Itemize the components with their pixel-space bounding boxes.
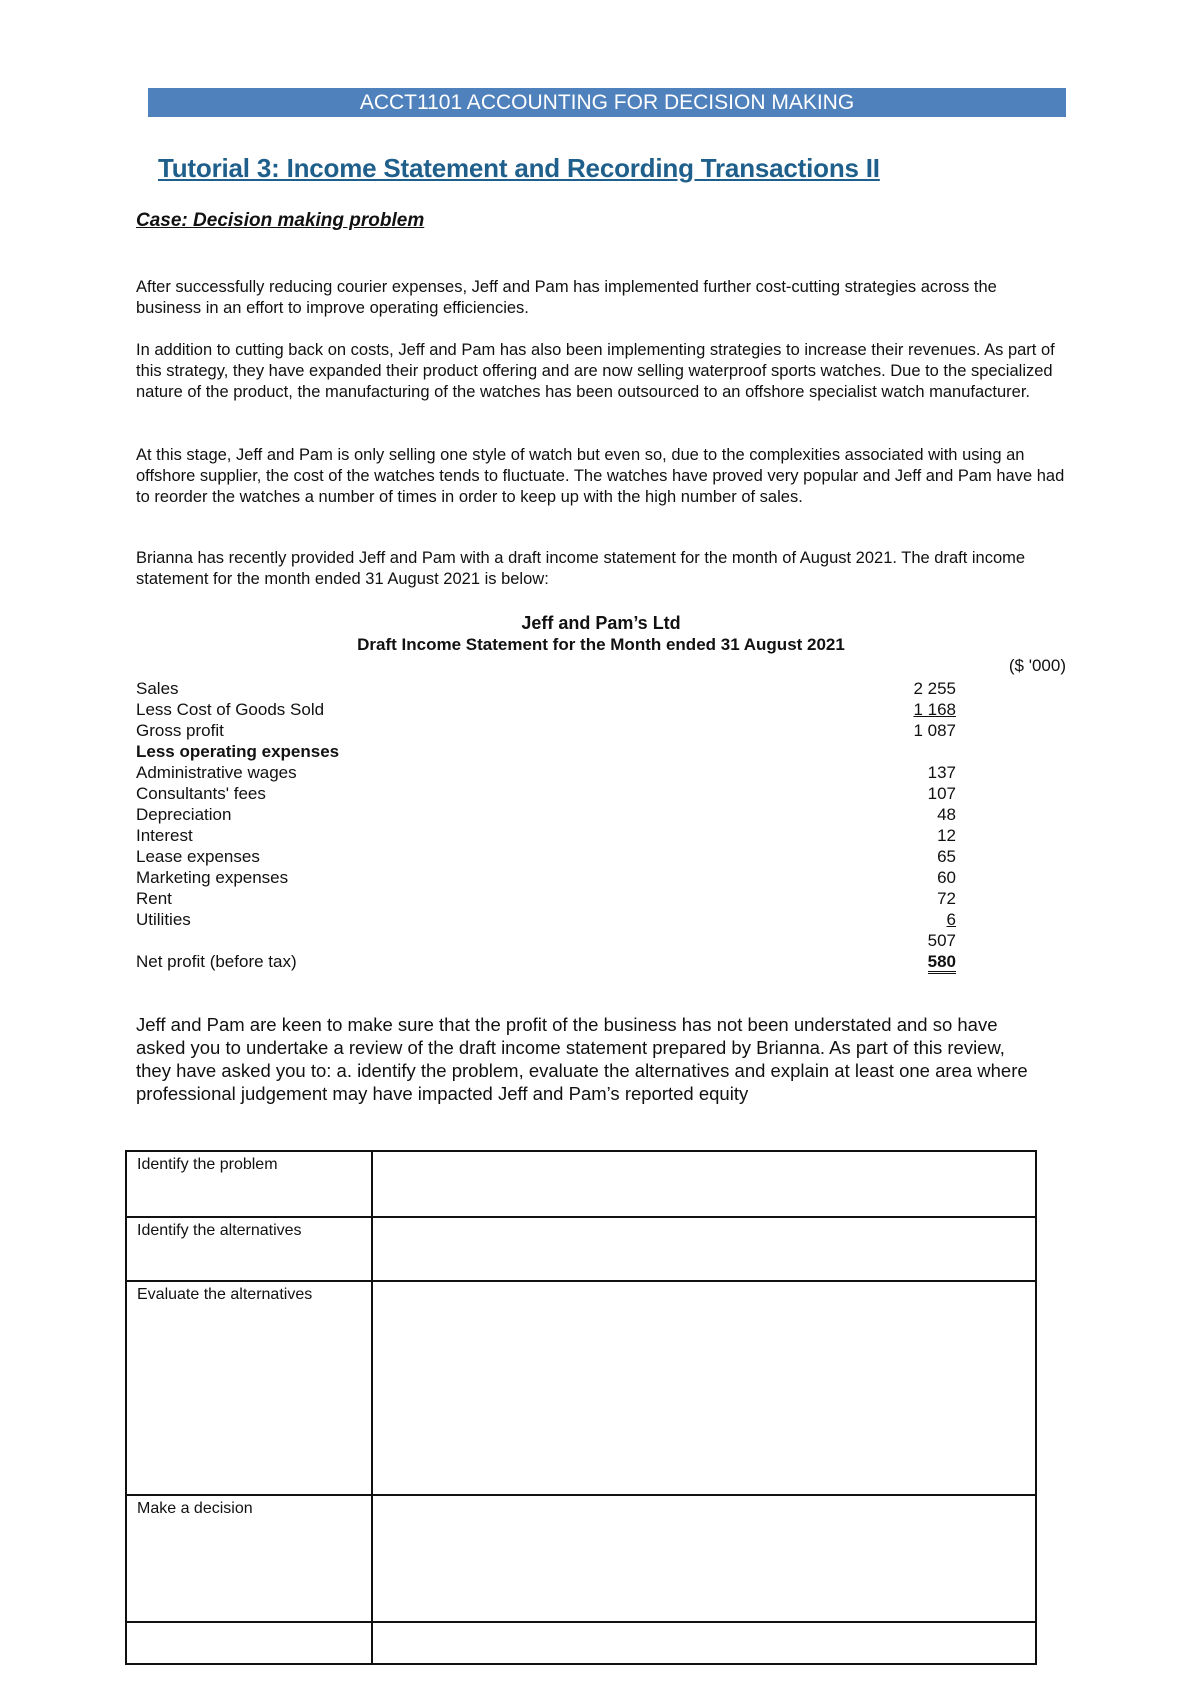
row-value: 137 <box>927 763 956 782</box>
worksheet-answer-cell[interactable] <box>372 1622 1036 1664</box>
worksheet-label: Make a decision <box>126 1495 372 1622</box>
statement-row-net-profit <box>136 951 956 972</box>
row-value: 1 168 <box>913 700 956 719</box>
statement-row-cogs <box>136 699 956 720</box>
statement-subtitle: Draft Income Statement for the Month ended 31 August 2021 <box>357 635 845 654</box>
worksheet-answer-cell[interactable] <box>372 1151 1036 1217</box>
case-heading: Case: Decision making problem <box>136 210 425 231</box>
paragraph: In addition to cutting back on costs, Jeff and Pam has also been implementing strategies to increase their revenues. As part of this strategy, they have expanded their product offering and are now selling waterproof sports watches. Due to the specialized nature of the product, the manufacturing of the watches has been outsourced to an offshore specialist watch manufacturer. <box>136 341 1055 401</box>
row-label: Less Cost of Goods Sold <box>136 700 325 719</box>
tutorial-title-text: Tutorial 3: Income Statement and Recording Transactions II <box>158 153 880 183</box>
net-profit-value: 580 <box>928 952 956 974</box>
row-value: 60 <box>937 868 956 887</box>
statement-row <box>136 783 956 804</box>
row-value: 72 <box>937 889 956 908</box>
row-label: Net profit (before tax) <box>136 952 297 971</box>
worksheet-answer-cell[interactable] <box>372 1217 1036 1281</box>
statement-row <box>136 825 956 846</box>
worksheet-answer-cell[interactable] <box>372 1495 1036 1622</box>
row-label: Consultants' fees <box>136 784 266 803</box>
row-value: 1 087 <box>913 721 956 740</box>
row-label: Interest <box>136 826 193 845</box>
statement-row <box>136 762 956 783</box>
row-label: Depreciation <box>136 805 232 824</box>
row-label: Gross profit <box>136 721 224 740</box>
row-label: Sales <box>136 679 179 698</box>
row-value: 507 <box>927 931 956 950</box>
paragraph: After successfully reducing courier expenses, Jeff and Pam has implemented further cost-cutting strategies across the business in an effort to improve operating efficiencies. <box>136 278 997 317</box>
row-value: 2 255 <box>913 679 956 698</box>
table-row <box>126 1495 1036 1622</box>
row-value: 107 <box>927 784 956 803</box>
statement-row-gross-profit <box>136 720 956 741</box>
table-row <box>126 1622 1036 1664</box>
row-value: 48 <box>937 805 956 824</box>
statement-company: Jeff and Pam’s Ltd <box>521 613 681 633</box>
row-label: Administrative wages <box>136 763 297 782</box>
paragraph: At this stage, Jeff and Pam is only selling one style of watch but even so, due to the complexities associated with using an offshore supplier, the cost of the watches tends to fluctuate. The watches have proved very popular and Jeff and Pam have had to reorder the watches a number of times in order to keep up with the high number of sales. <box>136 446 1065 506</box>
worksheet-label: Identify the alternatives <box>126 1217 372 1281</box>
statement-row-opex-heading <box>136 741 956 762</box>
row-label: Utilities <box>136 910 191 929</box>
row-label: Less operating expenses <box>136 742 340 761</box>
worksheet-label <box>126 1622 372 1664</box>
row-label: Rent <box>136 889 172 908</box>
tutorial-title <box>148 153 1066 184</box>
table-row <box>126 1217 1036 1281</box>
instructions-paragraph: Jeff and Pam are keen to make sure that the profit of the business has not been understated and so have asked you to undertake a review of the draft income statement prepared by Brianna. As part of this review, they have asked you to: a. identify the problem, evaluate the alternatives and explain at least one area where professional judgement may have impacted Jeff and Pam’s reported equity <box>136 1014 1028 1104</box>
table-row <box>126 1151 1036 1217</box>
row-value <box>876 951 956 972</box>
row-value: 6 <box>946 910 956 929</box>
statement-row <box>136 888 956 909</box>
worksheet-answer-cell[interactable] <box>372 1281 1036 1495</box>
decision-worksheet-table <box>125 1150 1037 1665</box>
table-row <box>126 1281 1036 1495</box>
statement-row-sales <box>136 678 956 699</box>
worksheet-label: Identify the problem <box>126 1151 372 1217</box>
worksheet-label: Evaluate the alternatives <box>126 1281 372 1495</box>
row-label: Lease expenses <box>136 847 260 866</box>
paragraph: Brianna has recently provided Jeff and Pam with a draft income statement for the month of August 2021. The draft income statement for the month ended 31 August 2021 is below: <box>136 549 1026 588</box>
row-value: 65 <box>937 847 956 866</box>
statement-row <box>136 804 956 825</box>
statement-row-expense-total <box>136 930 956 951</box>
course-banner: ACCT1101 ACCOUNTING FOR DECISION MAKING <box>148 88 1066 117</box>
statement-row <box>136 867 956 888</box>
row-value: 12 <box>937 826 956 845</box>
row-label: Marketing expenses <box>136 868 289 887</box>
statement-row <box>136 846 956 867</box>
statement-row <box>136 909 956 930</box>
statement-unit: ($ '000) <box>1008 656 1066 675</box>
